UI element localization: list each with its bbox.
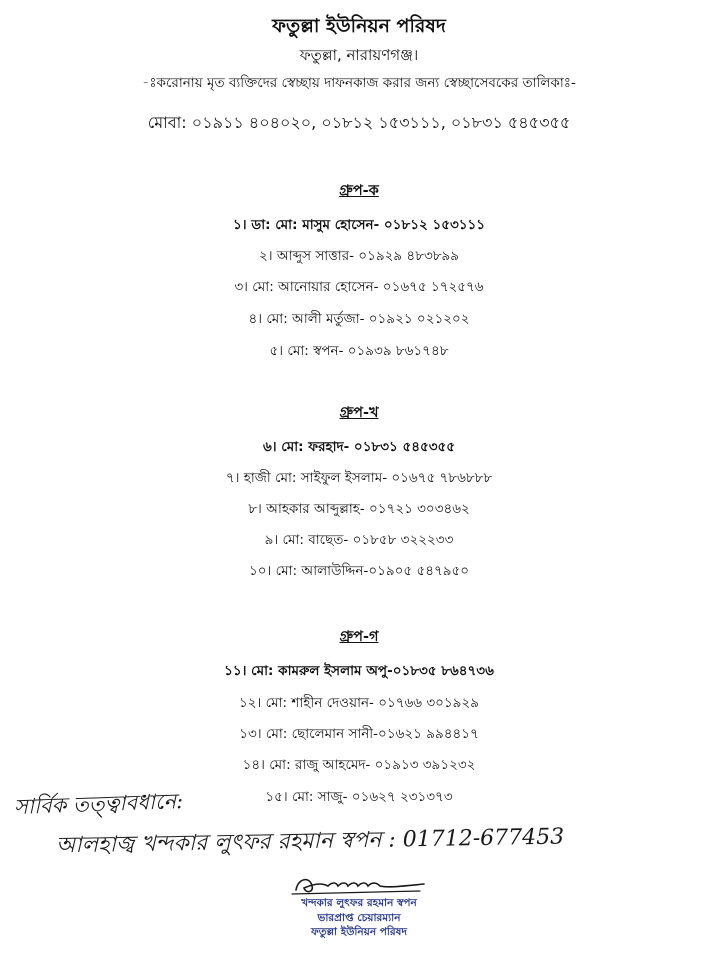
group-title-ka: গ্রুপ-ক [339,183,379,199]
member-7: ৭। হাজী মো: সাইফুল ইসলাম- ০১৬৭৫ ৭৮৬৮৮৮ [225,470,493,486]
member-6: ৬। মো: ফরহাদ- ০১৮৩১ ৫৪৫৩৫৫ [262,439,456,455]
document-description: -ঃকরোনায় মৃত ব্যক্তিদের স্বেচ্ছায় দাফনকাজ করার জন্য স্বেচ্ছাসেবকের তালিকাঃ- [142,75,576,91]
member-5: ৫। মো: স্বপন- ০১৯৩৯ ৮৬১৭৪৮ [269,343,449,359]
member-11: ১১। মো: কামরুল ইসলাম অপু-০১৮৩৫ ৮৬৪৭৩৬ [224,663,494,679]
member-13: ১৩। মো: ছোলেমান সানী-০১৬২১ ৯৯৪৪১৭ [239,726,479,742]
member-2: ২। আব্দুস সাত্তার- ০১৯২৯ ৪৮৩৮৯৯ [258,248,460,264]
document-title: ফতুল্লা ইউনিয়ন পরিষদ [272,15,446,37]
handwritten-supervisor-contact: আলহাজ্ব খন্দকার লুৎফর রহমান স্বপন : 01712-677453 [55,824,565,859]
member-8: ৮। আহকার আব্দুল্লাহ- ০১৭২১ ৩০৩৪৬২ [248,501,470,517]
contact-phones: মোবা: ০১৯১১ ৪০৪০২০, ০১৮১২ ১৫৩১১১, ০১৮৩১ ৫৪৫৩৫৫ [147,113,571,132]
member-15: ১৫। মো: সাজু- ০১৬২৭ ২৩১৩৭৩ [265,789,453,805]
member-9: ৯। মো: বাছেত- ০১৮৫৮ ৩২২২৩৩ [264,532,454,548]
document-subtitle: ফতুল্লা, নারায়ণগঞ্জ। [299,46,419,64]
signatory-role: ভারপ্রাপ্ত চেয়ারম্যান [317,912,401,924]
signature-scribble [288,872,428,898]
member-14: ১৪। মো: রাজু আহমেদ- ০১৯১৩ ৩৯১২৩২ [242,757,476,773]
signatory-name: খন্দকার লুৎফর রহমান স্বপন [301,897,417,909]
member-1: ১। ডা: মো: মাসুম হোসেন- ০১৮১২ ১৫৩১১১ [232,217,486,233]
member-10: ১০। মো: আলাউদ্দিন-০১৯০৫ ৫৪৭৯৫০ [248,563,470,579]
handwritten-supervision-label: সার্বিক তত্ত্বাবধানে: [13,789,184,819]
group-title-kha: গ্রুপ-খ [339,405,379,421]
member-3: ৩। মো: আনোয়ার হোসেন- ০১৬৭৫ ১৭২৫৭৬ [234,279,484,295]
member-4: ৪। মো: আলী মর্তুজা- ০১৯২১ ০২১২০২ [248,311,470,327]
signatory-organization: ফতুল্লা ইউনিয়ন পরিষদ [311,926,407,938]
member-12: ১২। মো: শাহীন দেওয়ান- ০১৭৬৬ ৩০১৯২৯ [239,695,479,711]
group-title-ga: গ্রুপ-গ [339,629,379,645]
